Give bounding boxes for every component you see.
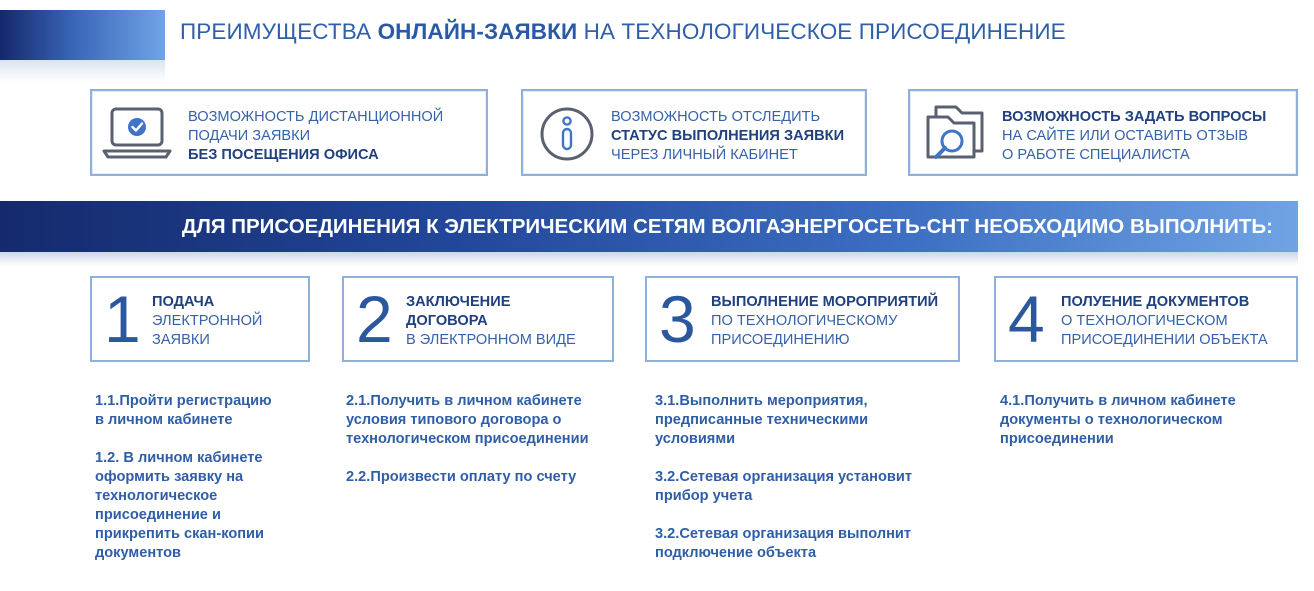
step-text (1061, 293, 1268, 350)
folder-search-icon (922, 101, 990, 170)
step-card-3 (645, 276, 960, 362)
step-line: ЭЛЕКТРОННОЙ (152, 313, 263, 329)
benefit-line: ВОЗМОЖНОСТЬ ОТСЛЕДИТЬ (611, 109, 821, 125)
instruction-item: 3.2.Сетевая организация установит прибор учета (655, 469, 912, 504)
step-number: 3 (659, 282, 696, 356)
title-part-1: ПРЕИМУЩЕСТВА (180, 19, 372, 44)
section-banner-shadow (0, 252, 1298, 266)
benefit-line: ВОЗМОЖНОСТЬ ДИСТАНЦИОННОЙ (188, 109, 444, 125)
benefit-line: ЧЕРЕЗ ЛИЧНЫЙ КАБИНЕТ (611, 147, 798, 163)
instruction-item: 4.1.Получить в личном кабинете документы о технологическом присоединении (1000, 393, 1236, 447)
step-number: 2 (356, 282, 393, 356)
benefit-text (1002, 108, 1266, 165)
laptop-check-icon (102, 105, 172, 168)
instruction-item: 1.2. В личном кабинете оформить заявку на технологическое присоединение и прикрепить скан-копии документов (95, 450, 264, 561)
step-title: ПОЛУЕНИЕ ДОКУМЕНТОВ (1061, 294, 1250, 310)
step-title: ЗАКЛЮЧЕНИЕ (406, 294, 511, 310)
instructions-step-4 (1000, 392, 1236, 449)
instruction-item: 3.1.Выполнить мероприятия, предписанные техническими условиями (655, 393, 869, 447)
benefit-text (188, 108, 443, 165)
step-line: В ЭЛЕКТРОННОМ ВИДЕ (406, 332, 576, 348)
instruction-item: 2.1.Получить в личном кабинете условия типового договора о технологическом присоединении (346, 393, 589, 447)
benefit-card-ask-questions (908, 89, 1298, 176)
step-card-4 (994, 276, 1298, 362)
step-line: ПРИСОЕДИНЕНИИ ОБЪЕКТА (1061, 332, 1268, 348)
info-icon (539, 106, 595, 167)
step-title: ВЫПОЛНЕНИЕ МОРОПРИЯТИЙ (711, 294, 939, 310)
benefit-line-bold: СТАТУС ВЫПОЛНЕНИЯ ЗАЯВКИ (611, 128, 845, 144)
benefit-card-track-status (521, 89, 867, 176)
benefit-line: НА САЙТЕ ИЛИ ОСТАВИТЬ ОТЗЫВ (1002, 128, 1248, 144)
benefit-text (611, 108, 844, 165)
step-title: ПОДАЧА (152, 294, 215, 310)
step-line: ЗАЯВКИ (152, 332, 210, 348)
title-part-2: НА ТЕХНОЛОГИЧЕСКОЕ ПРИСОЕДИНЕНИЕ (583, 19, 1066, 44)
header-accent-bar (0, 10, 165, 60)
instruction-item: 3.2.Сетевая организация выполнит подключение объекта (655, 526, 912, 561)
benefit-card-remote-application (90, 89, 488, 176)
step-card-2 (342, 276, 614, 362)
instructions-step-3 (655, 392, 912, 563)
step-line: О ТЕХНОЛОГИЧЕСКОМ (1061, 313, 1228, 329)
instruction-item: 1.1.Пройти регистрацию в личном кабинете (95, 393, 272, 428)
step-number: 1 (104, 282, 141, 356)
benefit-line: ПОДАЧИ ЗАЯВКИ (188, 128, 311, 144)
instruction-item: 2.2.Произвести оплату по счету (346, 469, 577, 485)
page-title (180, 19, 1066, 45)
benefit-line: О РАБОТЕ СПЕЦИАЛИСТА (1002, 147, 1190, 163)
section-banner-text: ДЛЯ ПРИСОЕДИНЕНИЯ К ЭЛЕКТРИЧЕСКИМ СЕТЯМ ВОЛГАЭНЕРГОСЕТЬ-СНТ НЕОБХОДИМО ВЫПОЛНИТЬ: (181, 214, 1273, 238)
title-bold-part: ОНЛАЙН-ЗАЯВКИ (377, 19, 578, 44)
benefit-line-bold: БЕЗ ПОСЕЩЕНИЯ ОФИСА (188, 147, 379, 163)
instructions-step-2 (346, 392, 589, 487)
benefit-line-bold: ВОЗМОЖНОСТЬ ЗАДАТЬ ВОПРОСЫ (1002, 109, 1267, 125)
step-line: ПО ТЕХНОЛОГИЧЕСКОМУ (711, 313, 898, 329)
step-text (152, 293, 262, 350)
step-card-1 (90, 276, 310, 362)
step-text (406, 293, 576, 350)
step-line: ПРИСОЕДИНЕНИЮ (711, 332, 850, 348)
instructions-step-1 (95, 392, 272, 563)
step-text (711, 293, 938, 350)
step-number: 4 (1008, 282, 1045, 356)
step-title: ДОГОВОРА (406, 313, 488, 329)
